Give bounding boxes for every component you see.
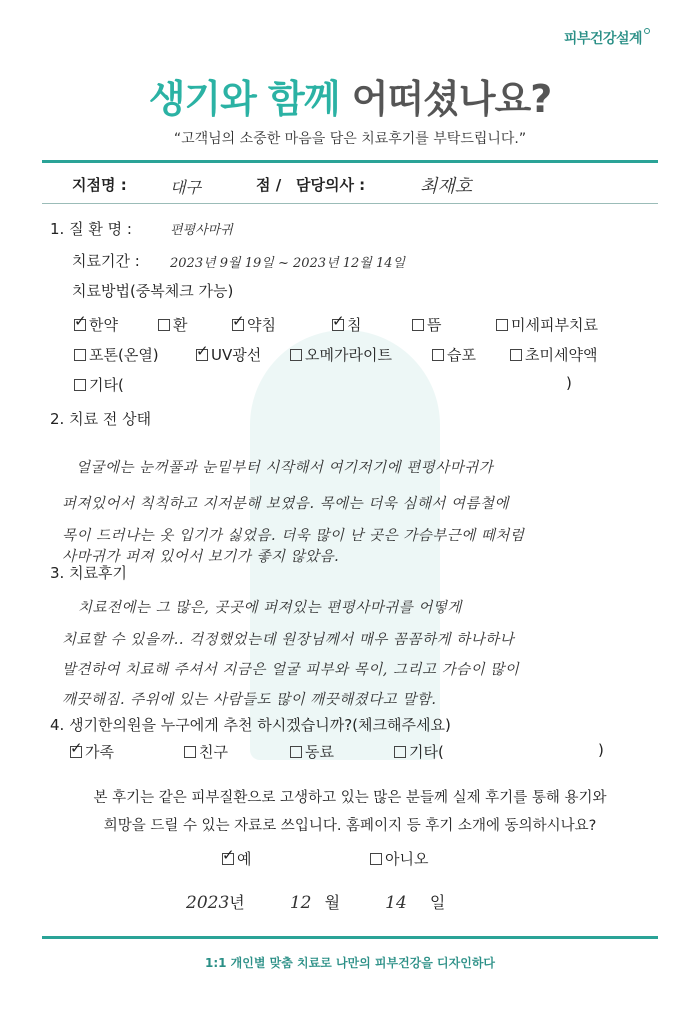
review-line: 치료할 수 있을까.. 걱정했었는데 원장님께서 매우 꼼꼼하게 하나하나 <box>62 632 515 648</box>
bottom-rule <box>42 936 658 939</box>
checkbox-icon[interactable] <box>394 746 406 758</box>
page-subtitle: “고객님의 소중한 마음을 담은 치료후기를 부탁드립니다.” <box>173 131 527 147</box>
recommend-option-colleague[interactable]: 동료 <box>290 741 334 762</box>
period-label: 치료기간 : <box>72 252 140 270</box>
checkbox-icon[interactable] <box>370 853 382 865</box>
consent-no-option[interactable]: 아니오 <box>370 848 428 869</box>
section4-heading: 4. 생기한의원을 누구에게 추천 하시겠습니까?(체크해주세요) <box>50 716 451 734</box>
checkbox-icon[interactable] <box>332 319 344 331</box>
doctor-value[interactable]: 최재호 <box>420 176 473 197</box>
consent-yes-option[interactable]: ✓예 <box>222 848 252 869</box>
branch-label: 지점명 : <box>72 176 127 194</box>
checkbox-icon[interactable] <box>70 746 82 758</box>
section1-heading: 1. 질 환 명 : <box>50 220 132 238</box>
method-option-herbal[interactable]: ✓한약 <box>74 314 118 335</box>
method-option-micro-solution[interactable]: 초미세약액 <box>510 344 597 365</box>
checkbox-icon[interactable] <box>222 853 234 865</box>
top-rule <box>42 160 658 163</box>
method-option-micro-skin[interactable]: 미세피부치료 <box>496 314 598 335</box>
consent-text-line1: 본 후기는 같은 피부질환으로 고생하고 있는 많은 분들께 실제 후기를 통해 용기와 <box>93 790 607 806</box>
page-title: 생기와 함께 어떠셨나요? <box>148 77 552 121</box>
method-option-pharmacopuncture[interactable]: ✓ 약침 <box>232 314 276 335</box>
recommend-option-family[interactable]: ✓가족 <box>70 741 114 762</box>
review-line: 치료전에는 그 많은, 곳곳에 퍼져있는 편평사마귀를 어떻게 <box>78 600 462 616</box>
period-value[interactable]: 2023년 9월 19일 ~ 2023년 12월 14일 <box>170 256 406 271</box>
checkbox-icon[interactable] <box>412 319 424 331</box>
before-state-line: 얼굴에는 눈꺼풀과 눈밑부터 시작해서 여기저기에 편평사마귀가 <box>76 460 494 476</box>
doctor-label: 담당의사 : <box>296 176 366 194</box>
checkbox-icon[interactable] <box>432 349 444 361</box>
review-line: 발견하여 치료해 주셔서 지금은 얼굴 피부와 목이, 그리고 가슴이 많이 <box>62 662 520 678</box>
branch-suffix: 점 / <box>256 176 282 194</box>
section2-heading: 2. 치료 전 상태 <box>50 410 152 428</box>
checkbox-icon[interactable] <box>232 319 244 331</box>
recommend-option-friend[interactable]: 친구 <box>184 741 228 762</box>
method-option-compress[interactable]: 습포 <box>432 344 476 365</box>
recommend-other-close: ) <box>598 741 604 759</box>
checkbox-icon[interactable] <box>158 319 170 331</box>
checkbox-icon[interactable] <box>290 349 302 361</box>
before-state-line: 사마귀가 퍼져 있어서 보기가 좋지 않았음. <box>62 549 340 565</box>
method-option-photon[interactable]: 포톤(온열) <box>74 344 159 365</box>
checkbox-icon[interactable] <box>184 746 196 758</box>
method-option-other[interactable]: 기타( <box>74 374 124 395</box>
brand-logo: 피부건강설계 <box>564 28 650 48</box>
footer-slogan: 1:1 개인별 맞춤 치료로 나만의 피부건강을 디자인하다 <box>205 956 495 970</box>
checkbox-icon[interactable] <box>496 319 508 331</box>
checkbox-icon[interactable] <box>74 379 86 391</box>
method-option-omega-light[interactable]: 오메가라이트 <box>290 344 392 365</box>
date-year[interactable]: 2023 <box>186 893 230 913</box>
review-line: 깨끗해짐. 주위에 있는 사람들도 많이 깨끗해졌다고 말함. <box>62 692 437 708</box>
before-state-line: 목이 드러나는 옷 입기가 싫었음. 더욱 많이 난 곳은 가슴부근에 떼처럼 <box>62 528 525 544</box>
date-month[interactable]: 12 <box>289 893 312 913</box>
disease-value[interactable]: 편평사마귀 <box>170 223 233 238</box>
checkbox-icon[interactable] <box>74 349 86 361</box>
header-divider <box>42 203 658 204</box>
method-option-pill[interactable]: 환 <box>158 314 188 335</box>
consent-text-line2: 희망을 드릴 수 있는 자료로 쓰입니다. 홈페이지 등 후기 소개에 동의하시나요? <box>103 818 597 834</box>
method-option-acupuncture[interactable]: ✓ 침 <box>332 314 362 335</box>
date-day[interactable]: 14 <box>385 893 407 913</box>
before-state-line: 퍼져있어서 칙칙하고 지저분해 보였음. 목에는 더욱 심해서 여름철에 <box>62 496 510 512</box>
section3-heading: 3. 치료후기 <box>50 564 128 582</box>
method-option-uv[interactable]: ✓ UV광선 <box>196 344 261 365</box>
checkbox-icon[interactable] <box>196 349 208 361</box>
method-label: 치료방법(중복체크 가능) <box>72 282 234 300</box>
method-other-close: ) <box>566 374 572 392</box>
branch-value[interactable]: 대구 <box>170 178 201 197</box>
recommend-option-other[interactable]: 기타( <box>394 741 444 762</box>
method-option-moxibustion[interactable]: 뜸 <box>412 314 442 335</box>
checkbox-icon[interactable] <box>510 349 522 361</box>
checkbox-icon[interactable] <box>290 746 302 758</box>
checkbox-icon[interactable] <box>74 319 86 331</box>
signature-date: 2023년 12 월 14 일 <box>186 893 446 913</box>
